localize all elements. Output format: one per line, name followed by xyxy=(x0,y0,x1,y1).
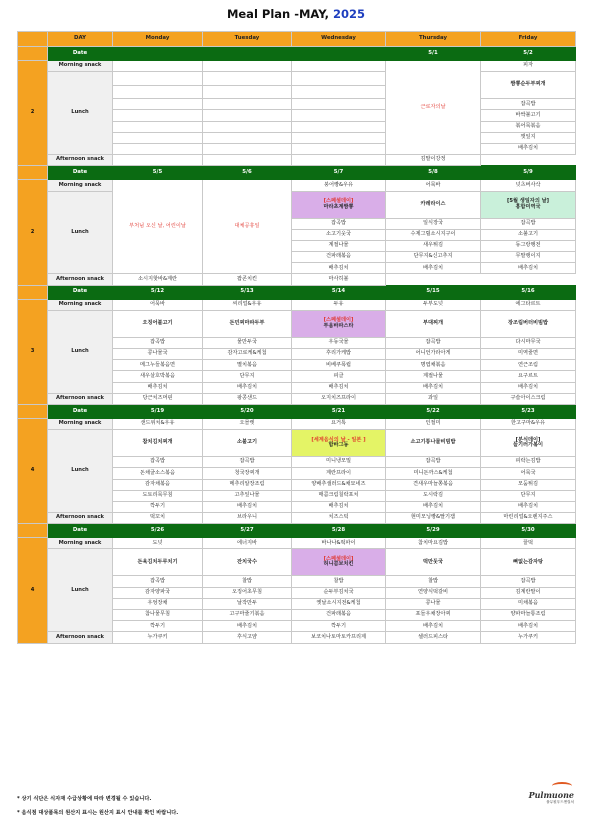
afternoon-item xyxy=(292,155,386,166)
lunch-item: 비베쿠폭립 xyxy=(292,360,386,371)
lunch-item: 양파마늘통조림 xyxy=(481,610,576,621)
date-cell: 5/26 xyxy=(113,524,203,538)
lunch-item: 참나물무침 xyxy=(113,610,203,621)
date-cell: 5/30 xyxy=(481,524,576,538)
afternoon-item: 당근치즈머핀 xyxy=(113,393,203,404)
lunch-item: 배추김치 xyxy=(481,382,576,393)
lunch-item: 잡곡밥 xyxy=(113,457,203,468)
lunch-item: 동그랑땡전 xyxy=(481,240,576,251)
lunch-label: Lunch xyxy=(48,310,113,393)
lunch-item: 배추김치 xyxy=(292,501,386,512)
table-row xyxy=(18,538,576,549)
lunch-item: 양배추샐러드&채묘네즈 xyxy=(292,479,386,490)
lunch-item: 잡곡밥 xyxy=(386,457,481,468)
special-day xyxy=(292,191,386,218)
special-day xyxy=(292,310,386,337)
lunch-item xyxy=(113,72,203,86)
date-cell: 5/28 xyxy=(292,524,386,538)
lunch-item: 배추김치 xyxy=(203,382,292,393)
lunch-item xyxy=(113,85,203,99)
table-row xyxy=(18,285,576,299)
afternoon-label: Afternoon snack xyxy=(48,513,113,524)
table-row xyxy=(18,632,576,643)
morning-label: Morning snack xyxy=(48,299,113,310)
lunch-item xyxy=(203,143,292,154)
lunch-item: 콩나물 xyxy=(386,598,481,609)
lunch-item: 잡곡밥 xyxy=(292,218,386,229)
afternoon-item xyxy=(203,155,292,166)
lunch-item: 잡곡밥 xyxy=(203,457,292,468)
table-row xyxy=(18,524,576,538)
date-cell: 5/19 xyxy=(113,404,203,418)
date-label: Date xyxy=(48,285,113,299)
lunch-item: 미니돈까스&케첩 xyxy=(386,468,481,479)
date-cell xyxy=(292,47,386,61)
lunch-item xyxy=(203,110,292,121)
date-cell: 5/22 xyxy=(386,404,481,418)
lunch-item: 고추잎나물 xyxy=(203,490,292,501)
lunch-item: 배추김치 xyxy=(203,621,292,632)
date-cell: 5/9 xyxy=(481,166,576,180)
morning-item: 두부도넛 xyxy=(386,299,481,310)
header-wednesday: Wednesday xyxy=(292,32,386,47)
cell-line: [세계음식의 날 - 일본 ] xyxy=(311,436,366,443)
lunch-item: 잡곡밥 xyxy=(386,337,481,348)
date-cell: 5/2 xyxy=(481,47,576,61)
lunch-item xyxy=(292,121,386,132)
footnotes xyxy=(17,792,178,820)
holiday-cell: 부처님 오신 날, 어린이날 xyxy=(113,180,203,274)
lunch-head: 장조림버터비빔밥 xyxy=(481,310,576,337)
lunch-item: 수제그릴소시지구이 xyxy=(386,229,481,240)
cell-line: 함바그동 xyxy=(328,442,349,449)
header-corner xyxy=(18,32,48,47)
week-spacer xyxy=(18,166,48,180)
morning-item: 피자 xyxy=(481,61,576,72)
week-number: 2 xyxy=(18,61,48,166)
afternoon-item: 떡꼬치 xyxy=(113,513,203,524)
lunch-item: 배추김치 xyxy=(292,263,386,274)
morning-item: 인절미 xyxy=(386,418,481,429)
morning-item: 바나나&떡파이 xyxy=(292,538,386,549)
lunch-item: 찰밥 xyxy=(386,576,481,587)
lunch-head: 참치김치찌개 xyxy=(113,430,203,457)
note-1: * 상기 식단은 식자재 수급상황에 따라 변경될 수 있습니다. xyxy=(17,796,152,802)
morning-label: Morning snack xyxy=(48,180,113,191)
lunch-item: 잡곡밥 xyxy=(481,218,576,229)
week-spacer xyxy=(18,285,48,299)
lunch-item: 날작만두 xyxy=(203,598,292,609)
cell-line: 허니콤보치킨 xyxy=(323,561,354,568)
lunch-item: 오징어초무침 xyxy=(203,587,292,598)
lunch-item: 피클 xyxy=(292,371,386,382)
lunch-label: Lunch xyxy=(48,72,113,155)
lunch-head: 잔치국수 xyxy=(203,549,292,576)
lunch-item: 물만두국 xyxy=(203,337,292,348)
table-row xyxy=(18,47,576,61)
cell-line: [5월 생일자의 날] xyxy=(506,198,550,205)
morning-item xyxy=(292,61,386,72)
date-cell: 5/23 xyxy=(481,404,576,418)
morning-item xyxy=(113,61,203,72)
lunch-item: 감자양파국 xyxy=(113,587,203,598)
lunch-item: 포들우채장아찌 xyxy=(386,610,481,621)
lunch-item: 도토리묵무침 xyxy=(113,490,203,501)
morning-item: 꿀떡 xyxy=(481,538,576,549)
morning-item: 넛츠버사삭 xyxy=(481,180,576,191)
header-thursday: Thursday xyxy=(386,32,481,47)
cell-line: 홍합미역국 xyxy=(515,203,541,210)
date-cell: 5/12 xyxy=(113,285,203,299)
week-number: 4 xyxy=(18,538,48,643)
afternoon-item: 셀러드피스타 xyxy=(386,632,481,643)
lunch-item: 배추김치 xyxy=(481,263,576,274)
week-number: 2 xyxy=(18,180,48,285)
lunch-item: 배추김치 xyxy=(203,501,292,512)
morning-item: 에너지바 xyxy=(203,538,292,549)
morning-item: 오믈렛 xyxy=(203,418,292,429)
cell-line: [스페셜데이] xyxy=(323,317,354,324)
lunch-item: 배추김치 xyxy=(113,382,203,393)
lunch-item: 연근조림 xyxy=(481,360,576,371)
morning-label: Morning snack xyxy=(48,418,113,429)
morning-item: 씨리얼&우유 xyxy=(203,299,292,310)
morning-item: 어묵바 xyxy=(113,299,203,310)
afternoon-item: 팝콘치킨 xyxy=(203,274,292,285)
lunch-item: 잡곡밥 xyxy=(113,337,203,348)
afternoon-label: Afternoon snack xyxy=(48,155,113,166)
week-spacer xyxy=(18,47,48,61)
week-number: 3 xyxy=(18,299,48,404)
lunch-item: 옛날소시지전&케첩 xyxy=(292,598,386,609)
morning-item xyxy=(203,61,292,72)
meal-plan-table xyxy=(17,31,576,644)
lunch-item: 계절나물 xyxy=(386,371,481,382)
date-label: Date xyxy=(48,524,113,538)
lunch-item: 멸치볶음 xyxy=(203,360,292,371)
date-cell xyxy=(203,47,292,61)
lunch-item: 단무지 xyxy=(203,371,292,382)
logo-name: Pulmuone xyxy=(528,790,574,800)
lunch-item: 배추김치 xyxy=(386,382,481,393)
date-cell: 5/7 xyxy=(292,166,386,180)
lunch-item: 청국장찌개 xyxy=(203,468,292,479)
lunch-item: 순두부김치국 xyxy=(292,587,386,598)
header-friday: Friday xyxy=(481,32,576,47)
table-row xyxy=(18,61,576,72)
lunch-item: 배추김치 xyxy=(386,501,481,512)
special-day xyxy=(481,191,576,218)
lunch-item: 깍두기 xyxy=(113,621,203,632)
lunch-head: 돈민찌마파두부 xyxy=(203,310,292,337)
afternoon-item: 현미모닝빵&딸기잼 xyxy=(386,513,481,524)
lunch-item: 배추김치 xyxy=(481,143,576,154)
date-cell xyxy=(113,47,203,61)
lunch-head: 소고기통나물비빔밥 xyxy=(386,430,481,457)
afternoon-item: 팡콩샌드 xyxy=(203,393,292,404)
lunch-head: 카레라이스 xyxy=(386,191,481,218)
table-row xyxy=(18,299,576,310)
week-spacer xyxy=(18,524,48,538)
lunch-item: 찰밥 xyxy=(292,576,386,587)
cell-line: 들기러가볶이 xyxy=(512,442,544,449)
afternoon-item: 김말이강정 xyxy=(386,155,481,166)
lunch-item xyxy=(292,72,386,86)
lunch-head: 돈육김치두루치기 xyxy=(113,549,203,576)
lunch-item: 깍두기 xyxy=(292,621,386,632)
table-row xyxy=(18,180,576,191)
lunch-item: 소불고기 xyxy=(481,229,576,240)
lunch-item xyxy=(203,72,292,86)
special-day xyxy=(292,549,386,576)
afternoon-label: Afternoon snack xyxy=(48,632,113,643)
lunch-item: 감자고로케&케첩 xyxy=(203,349,292,360)
lunch-head: 부대찌개 xyxy=(386,310,481,337)
lunch-label: Lunch xyxy=(48,549,113,632)
afternoon-item: 마사히볼 xyxy=(292,274,386,285)
afternoon-item: 과일 xyxy=(386,393,481,404)
title-year: 2025 xyxy=(333,7,366,21)
lunch-label: Lunch xyxy=(48,430,113,513)
logo-arc-icon xyxy=(552,782,572,790)
date-cell: 5/13 xyxy=(203,285,292,299)
header-tuesday: Tuesday xyxy=(203,32,292,47)
lunch-item: 매콤크림칠락포치 xyxy=(292,490,386,501)
morning-item: 도넛 xyxy=(113,538,203,549)
cell-line: 마라초계짬뽕 xyxy=(323,203,354,210)
lunch-item: 명엽채볶음 xyxy=(386,360,481,371)
lunch-item: 우엉장채 xyxy=(113,598,203,609)
lunch-item xyxy=(113,99,203,110)
afternoon-label: Afternoon snack xyxy=(48,393,113,404)
afternoon-item: 누가쿠키 xyxy=(481,632,576,643)
afternoon-item: 브라우니 xyxy=(203,513,292,524)
afternoon-label: Afternoon snack xyxy=(48,274,113,285)
cell-line: 투움바파스타 xyxy=(323,322,354,329)
lunch-item xyxy=(203,85,292,99)
lunch-item: 모둠튀김 xyxy=(481,479,576,490)
afternoon-item: 치즈스틱 xyxy=(292,513,386,524)
lunch-item: 미역줄면 xyxy=(481,349,576,360)
special-day xyxy=(292,430,386,457)
lunch-item: 배추김치 xyxy=(481,501,576,512)
lunch-item xyxy=(113,143,203,154)
lunch-item: 잡곡밥 xyxy=(481,99,576,110)
afternoon-item: 누가쿠키 xyxy=(113,632,203,643)
lunch-item: 연양식떡갈비 xyxy=(386,587,481,598)
morning-item: 한고구마&우유 xyxy=(481,418,576,429)
lunch-item: 새우튀김 xyxy=(386,240,481,251)
lunch-item xyxy=(113,121,203,132)
morning-item: 참치마요김밥 xyxy=(386,538,481,549)
lunch-item: 어묵국 xyxy=(481,468,576,479)
afternoon-item: 후식고얌 xyxy=(203,632,292,643)
afternoon-item: 구슬아이스크림 xyxy=(481,393,576,404)
lunch-item xyxy=(113,110,203,121)
table-row xyxy=(18,513,576,524)
table-row xyxy=(18,72,576,86)
lunch-item xyxy=(292,110,386,121)
date-label: Date xyxy=(48,47,113,61)
lunch-item: 피락는김밥 xyxy=(481,457,576,468)
date-cell: 5/16 xyxy=(481,285,576,299)
lunch-item xyxy=(113,132,203,143)
morning-item: 어묵바 xyxy=(386,180,481,191)
lunch-item: 깍두기 xyxy=(113,501,203,512)
lunch-item: 미채볶음 xyxy=(481,598,576,609)
lunch-item: 고구마줄기볶음 xyxy=(203,610,292,621)
afternoon-item: 소시지핫바&계란 xyxy=(113,274,203,285)
lunch-head: 소불고기 xyxy=(203,430,292,457)
date-cell: 5/8 xyxy=(386,166,481,180)
date-cell: 5/15 xyxy=(386,285,481,299)
lunch-item: 메추리알장조림 xyxy=(203,479,292,490)
lunch-item: 건파래볶음 xyxy=(292,610,386,621)
lunch-item: 잡곡밥 xyxy=(113,576,203,587)
lunch-item: 요구르트 xyxy=(481,371,576,382)
lunch-item: 미니냉모밀 xyxy=(292,457,386,468)
lunch-label: Lunch xyxy=(48,191,113,274)
lunch-item: 배추김치 xyxy=(292,382,386,393)
morning-label: Morning snack xyxy=(48,538,113,549)
lunch-head: 떡만둣국 xyxy=(386,549,481,576)
note-2: * 음식점 대상품목의 원산지 표시는 원산지 표시 안내를 확인 바랍니다. xyxy=(17,810,179,816)
lunch-item: 소고기웃국 xyxy=(292,229,386,240)
lunch-item xyxy=(292,85,386,99)
brand-logo xyxy=(529,790,574,805)
lunch-item xyxy=(292,132,386,143)
header-monday: Monday xyxy=(113,32,203,47)
lunch-head: 뼈없는감자탕 xyxy=(481,549,576,576)
morning-item: 에그타르트 xyxy=(481,299,576,310)
holiday-cell: 대체공휴일 xyxy=(203,180,292,274)
date-cell: 5/27 xyxy=(203,524,292,538)
lunch-item: 잡곡밥 xyxy=(481,576,576,587)
table-row xyxy=(18,418,576,429)
date-cell: 5/1 xyxy=(386,47,481,61)
page-title: Meal Plan -MAY, 2025 xyxy=(226,7,366,21)
lunch-item: 깻잎지 xyxy=(481,132,576,143)
morning-item: 샌드위치&우유 xyxy=(113,418,203,429)
lunch-head: 오징어불고기 xyxy=(113,310,203,337)
table-row xyxy=(18,274,576,285)
morning-item: 두유 xyxy=(292,299,386,310)
lunch-item: 메그누들볶음면 xyxy=(113,360,203,371)
lunch-item: 배추김치 xyxy=(481,621,576,632)
date-cell: 5/14 xyxy=(292,285,386,299)
lunch-item: 후리가케밥 xyxy=(292,349,386,360)
date-cell: 5/5 xyxy=(113,166,203,180)
lunch-item: 감자채볶음 xyxy=(113,479,203,490)
lunch-item: 김계란말이 xyxy=(481,587,576,598)
lunch-item: 배추김치 xyxy=(386,263,481,274)
morning-label: Morning snack xyxy=(48,61,113,72)
date-label: Date xyxy=(48,404,113,418)
lunch-item: 견새우마늘쫑볶음 xyxy=(386,479,481,490)
lunch-item: 건파래볶음 xyxy=(292,252,386,263)
week-number: 4 xyxy=(18,418,48,523)
table-row xyxy=(18,166,576,180)
lunch-item: 찰밥 xyxy=(203,576,292,587)
lunch-item: 바싹불고기 xyxy=(481,110,576,121)
morning-item: 요거톡 xyxy=(292,418,386,429)
lunch-item: 단무지 xyxy=(481,490,576,501)
lunch-item: 볶어묵볶음 xyxy=(481,121,576,132)
lunch-item: 우동국물 xyxy=(292,337,386,348)
lunch-item: 다시마무국 xyxy=(481,337,576,348)
date-cell: 5/29 xyxy=(386,524,481,538)
date-cell: 5/20 xyxy=(203,404,292,418)
lunch-item xyxy=(203,132,292,143)
lunch-item: 돈채굴소스볶음 xyxy=(113,468,203,479)
lunch-item: 무말랭이지 xyxy=(481,252,576,263)
afternoon-item: 보코치나토마토카프리제 xyxy=(292,632,386,643)
lunch-item: 콩나물국 xyxy=(113,349,203,360)
lunch-head: 짬뽕순두부찌개 xyxy=(481,72,576,99)
header-day: DAY xyxy=(48,32,113,47)
table-row xyxy=(18,32,576,47)
lunch-item: 배추김치 xyxy=(386,621,481,632)
table-row xyxy=(18,155,576,166)
lunch-item: 어니언가라아게 xyxy=(386,349,481,360)
special-day xyxy=(481,430,576,457)
cell-line: [분식데이] xyxy=(515,436,541,443)
week-spacer xyxy=(18,404,48,418)
holiday-cell: 근로자의날 xyxy=(386,61,481,155)
lunch-item: 계란프라이 xyxy=(292,468,386,479)
afternoon-item: 오지치즈프라이 xyxy=(292,393,386,404)
afternoon-item: 마린리얼&오렌지주스 xyxy=(481,513,576,524)
date-label: Date xyxy=(48,166,113,180)
cell-line: [스페셜데이] xyxy=(323,198,354,205)
lunch-item: 계절나물 xyxy=(292,240,386,251)
lunch-item xyxy=(292,143,386,154)
lunch-item: 일식장국 xyxy=(386,218,481,229)
lunch-item xyxy=(292,99,386,110)
date-cell: 5/21 xyxy=(292,404,386,418)
lunch-item xyxy=(203,99,292,110)
date-cell: 5/6 xyxy=(203,166,292,180)
logo-sub: 풀무원푸드앤컬처 xyxy=(546,800,574,804)
lunch-item: 새우살호박볶음 xyxy=(113,371,203,382)
cell-line: [스페셜데이] xyxy=(323,555,354,562)
lunch-item: 단무지&신고추지 xyxy=(386,252,481,263)
table-row xyxy=(18,393,576,404)
morning-item: 붕어빵&우유 xyxy=(292,180,386,191)
afternoon-item xyxy=(113,155,203,166)
lunch-item: 도시락김 xyxy=(386,490,481,501)
table-row xyxy=(18,404,576,418)
lunch-item xyxy=(203,121,292,132)
